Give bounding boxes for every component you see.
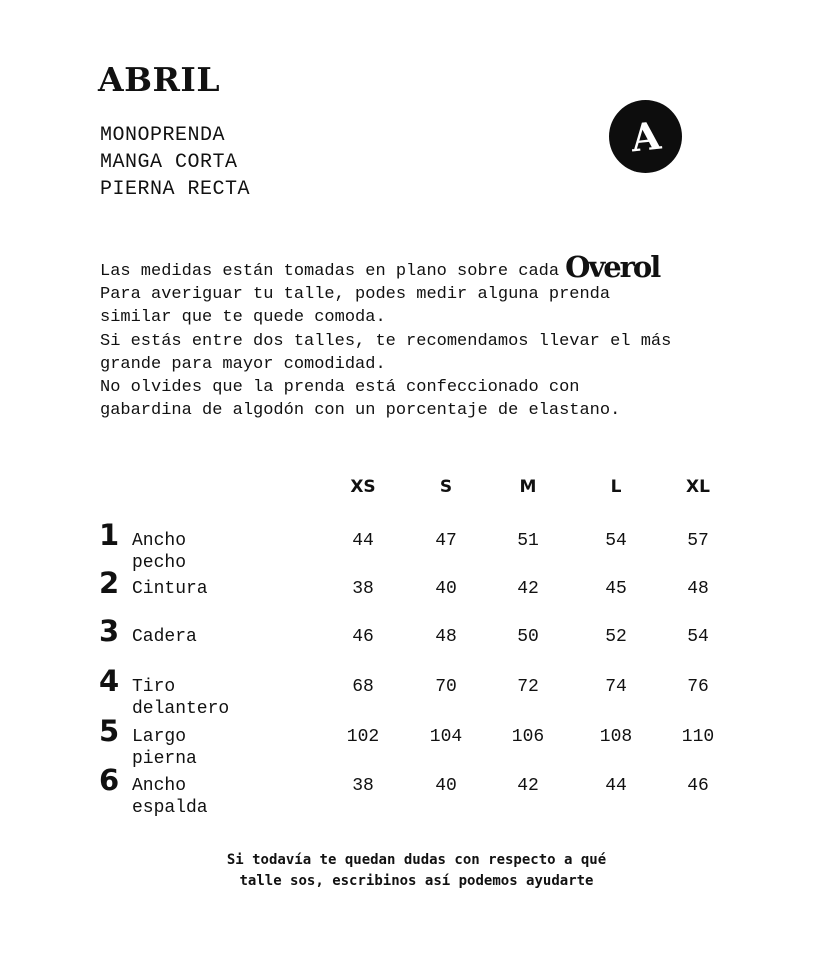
- table-cell: 68: [352, 677, 374, 697]
- table-cell: 102: [346, 727, 380, 747]
- table-cell: 51: [517, 531, 539, 551]
- product-features: [100, 122, 250, 203]
- badge-letter: A: [628, 112, 663, 161]
- brand-badge-logo: [609, 100, 682, 173]
- table-cell: 46: [687, 776, 709, 796]
- row-number: 4: [99, 664, 120, 698]
- table-cell: 106: [511, 727, 545, 747]
- row-number: 6: [99, 763, 120, 797]
- feature-line: MANGA CORTA: [100, 151, 238, 174]
- row-number: 1: [99, 518, 120, 552]
- table-cell: 72: [517, 677, 539, 697]
- footer-note: [0, 850, 823, 892]
- table-cell: 42: [517, 579, 539, 599]
- measurement-label: Cintura: [132, 579, 208, 599]
- description-line: Para averiguar tu talle, podes medir alguna prenda: [100, 285, 611, 305]
- product-title: ABRIL: [98, 60, 221, 99]
- measurement-label: Ancho pecho: [132, 531, 187, 573]
- table-cell: 52: [605, 627, 627, 647]
- description-line: similar que te quede comoda.: [100, 308, 386, 328]
- size-header-0: XS: [350, 477, 376, 497]
- table-cell: 50: [517, 627, 539, 647]
- table-cell: 48: [687, 579, 709, 599]
- feature-line: PIERNA RECTA: [100, 178, 251, 201]
- table-cell: 38: [352, 776, 374, 796]
- measurement-label: Cadera: [132, 627, 197, 647]
- table-cell: 46: [352, 627, 374, 647]
- measurement-label: Tiro delantero: [132, 677, 230, 719]
- table-cell: 48: [435, 627, 457, 647]
- description-line: [100, 250, 740, 284]
- table-cell: 47: [435, 531, 457, 551]
- table-cell: 54: [687, 627, 709, 647]
- measurement-label: Largo pierna: [132, 727, 197, 769]
- size-header-4: XL: [686, 477, 710, 497]
- table-cell: 76: [687, 677, 709, 697]
- footer-line: Si todavía te quedan dudas con respecto a qué: [226, 852, 607, 868]
- table-cell: 110: [681, 727, 715, 747]
- table-cell: 42: [517, 776, 539, 796]
- brand-logo: Overol: [565, 250, 660, 284]
- measurement-label: Ancho espalda: [132, 776, 208, 818]
- description-line: gabardina de algodón con un porcentaje de elastano.: [100, 401, 621, 421]
- description-text: Las medidas están tomadas en plano sobre cada: [100, 262, 560, 281]
- size-header-1: S: [439, 477, 453, 497]
- table-cell: 104: [429, 727, 463, 747]
- table-cell: 40: [435, 776, 457, 796]
- table-cell: 57: [687, 531, 709, 551]
- description-line: Si estás entre dos talles, te recomendamos llevar el más: [100, 331, 672, 351]
- table-cell: 74: [605, 677, 627, 697]
- row-number: 3: [99, 614, 120, 648]
- feature-line: MONOPRENDA: [100, 124, 226, 147]
- table-cell: 54: [605, 531, 627, 551]
- table-cell: 45: [605, 579, 627, 599]
- description: [100, 250, 740, 422]
- row-number: 5: [99, 714, 120, 748]
- size-header-3: L: [610, 477, 622, 497]
- table-cell: 70: [435, 677, 457, 697]
- footer-line: talle sos, escribinos así podemos ayudarte: [239, 873, 594, 889]
- table-cell: 108: [599, 727, 633, 747]
- table-cell: 44: [352, 531, 374, 551]
- table-cell: 40: [435, 579, 457, 599]
- description-line: grande para mayor comodidad.: [100, 354, 386, 374]
- row-number: 2: [99, 566, 120, 600]
- table-cell: 44: [605, 776, 627, 796]
- table-cell: 38: [352, 579, 374, 599]
- description-line: No olvides que la prenda está confeccionado con: [100, 378, 580, 398]
- size-header-2: M: [519, 477, 537, 497]
